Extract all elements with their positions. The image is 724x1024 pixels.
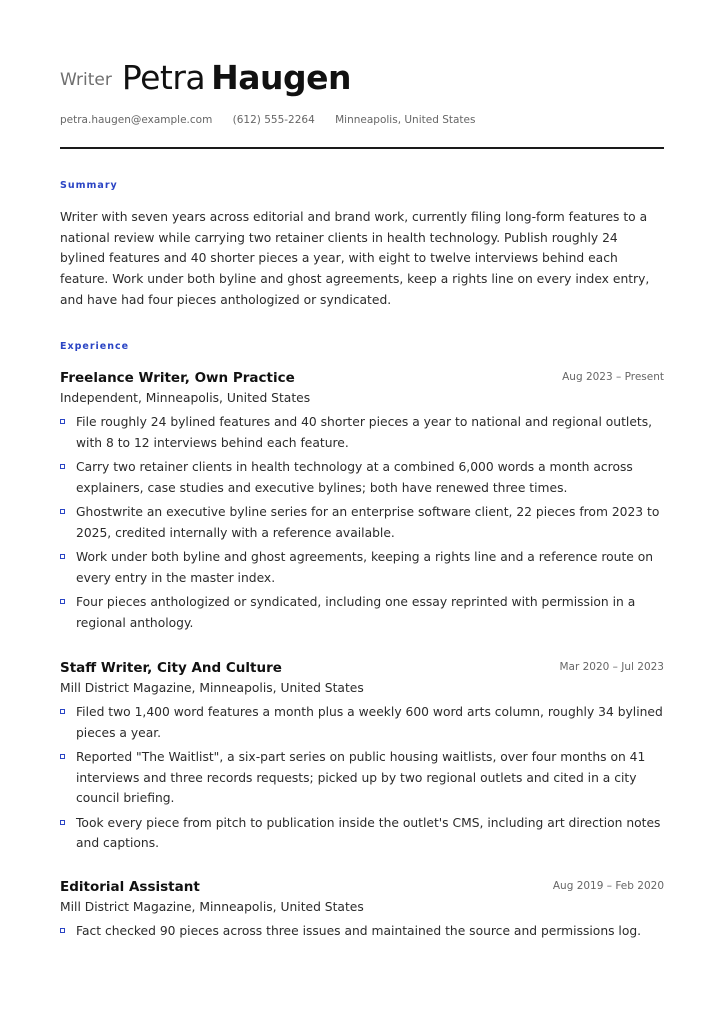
bullet-square-icon — [60, 709, 65, 714]
bullet-text: Four pieces anthologized or syndicated, including one essay reprinted with permission in a regional anthology. — [76, 595, 636, 630]
job-title: Editorial Assistant — [60, 879, 200, 895]
bullet-square-icon — [60, 464, 65, 469]
bullet-square-icon — [60, 820, 65, 825]
job-role: Writer — [60, 70, 112, 90]
list-item — [60, 813, 664, 854]
job-bullets — [60, 702, 664, 854]
location: Minneapolis, United States — [335, 114, 476, 126]
job-entry — [60, 659, 664, 858]
bullet-text: Reported "The Waitlist", a six-part series on public housing waitlists, over four months on 41 interviews and three records requests; picked up by two regional outlets and cited in a city council briefing. — [76, 750, 646, 805]
bullet-square-icon — [60, 509, 65, 514]
job-bullets — [60, 921, 664, 942]
bullet-text: File roughly 24 bylined features and 40 shorter pieces a year to national and regional outlets, with 8 to 12 interviews behind each feature. — [76, 415, 653, 450]
job-organization: Independent, Minneapolis, United States — [60, 391, 311, 405]
list-item — [60, 747, 664, 809]
bullet-text: Carry two retainer clients in health technology at a combined 6,000 words a month across explainers, case studies and executive bylines; both have renewed three times. — [76, 460, 633, 495]
list-item — [60, 702, 664, 743]
job-dates: Aug 2019 – Feb 2020 — [552, 880, 664, 892]
contact-line — [60, 114, 492, 126]
job-organization: Mill District Magazine, Minneapolis, United States — [60, 681, 364, 695]
job-organization: Mill District Magazine, Minneapolis, United States — [60, 900, 364, 914]
summary-heading: Summary — [60, 180, 118, 191]
bullet-square-icon — [60, 419, 65, 424]
first-name: Petra — [121, 58, 206, 97]
job-dates: Aug 2023 – Present — [562, 371, 664, 383]
phone: (612) 555-2264 — [232, 114, 315, 126]
bullet-text: Ghostwrite an executive byline series for an enterprise software client, 22 pieces from 2023 to 2025, credited internally with a reference available. — [76, 505, 660, 540]
job-title: Freelance Writer, Own Practice — [60, 370, 295, 386]
list-item — [60, 502, 664, 543]
bullet-text: Work under both byline and ghost agreements, keeping a rights line and a reference route on every entry in the master index. — [76, 550, 654, 585]
bullet-square-icon — [60, 599, 65, 604]
list-item — [60, 412, 664, 453]
list-item — [60, 921, 664, 942]
bullet-square-icon — [60, 554, 65, 559]
list-item — [60, 547, 664, 588]
bullet-square-icon — [60, 754, 65, 759]
summary-text: Writer with seven years across editorial and brand work, currently filing long-form features to a national review while carrying two retainer clients in health technology. Publish roughly 24 bylined features and 40 shorter pieces a year, with eight to twelve interviews behind each feature. Work under both byline and ghost agreements, keep a rights line on every index entry, and have had four pieces anthologized or syndicated. — [60, 210, 650, 307]
header-divider — [60, 147, 664, 149]
email: petra.haugen@example.com — [60, 114, 213, 126]
list-item — [60, 592, 664, 633]
bullet-text: Filed two 1,400 word features a month plus a weekly 600 word arts column, roughly 34 bylined pieces a year. — [76, 705, 663, 740]
bullet-text: Took every piece from pitch to publication inside the outlet's CMS, including art direction notes and captions. — [76, 815, 661, 850]
name-header — [60, 58, 351, 97]
last-name: Haugen — [211, 58, 352, 97]
bullet-square-icon — [60, 928, 65, 933]
bullet-text: Fact checked 90 pieces across three issues and maintained the source and permissions log. — [76, 924, 642, 938]
job-dates: Mar 2020 – Jul 2023 — [559, 661, 664, 673]
job-entry — [60, 878, 664, 946]
job-title: Staff Writer, City And Culture — [60, 660, 282, 676]
job-entry — [60, 369, 664, 637]
list-item — [60, 457, 664, 498]
job-bullets — [60, 412, 664, 633]
experience-heading: Experience — [60, 341, 130, 352]
